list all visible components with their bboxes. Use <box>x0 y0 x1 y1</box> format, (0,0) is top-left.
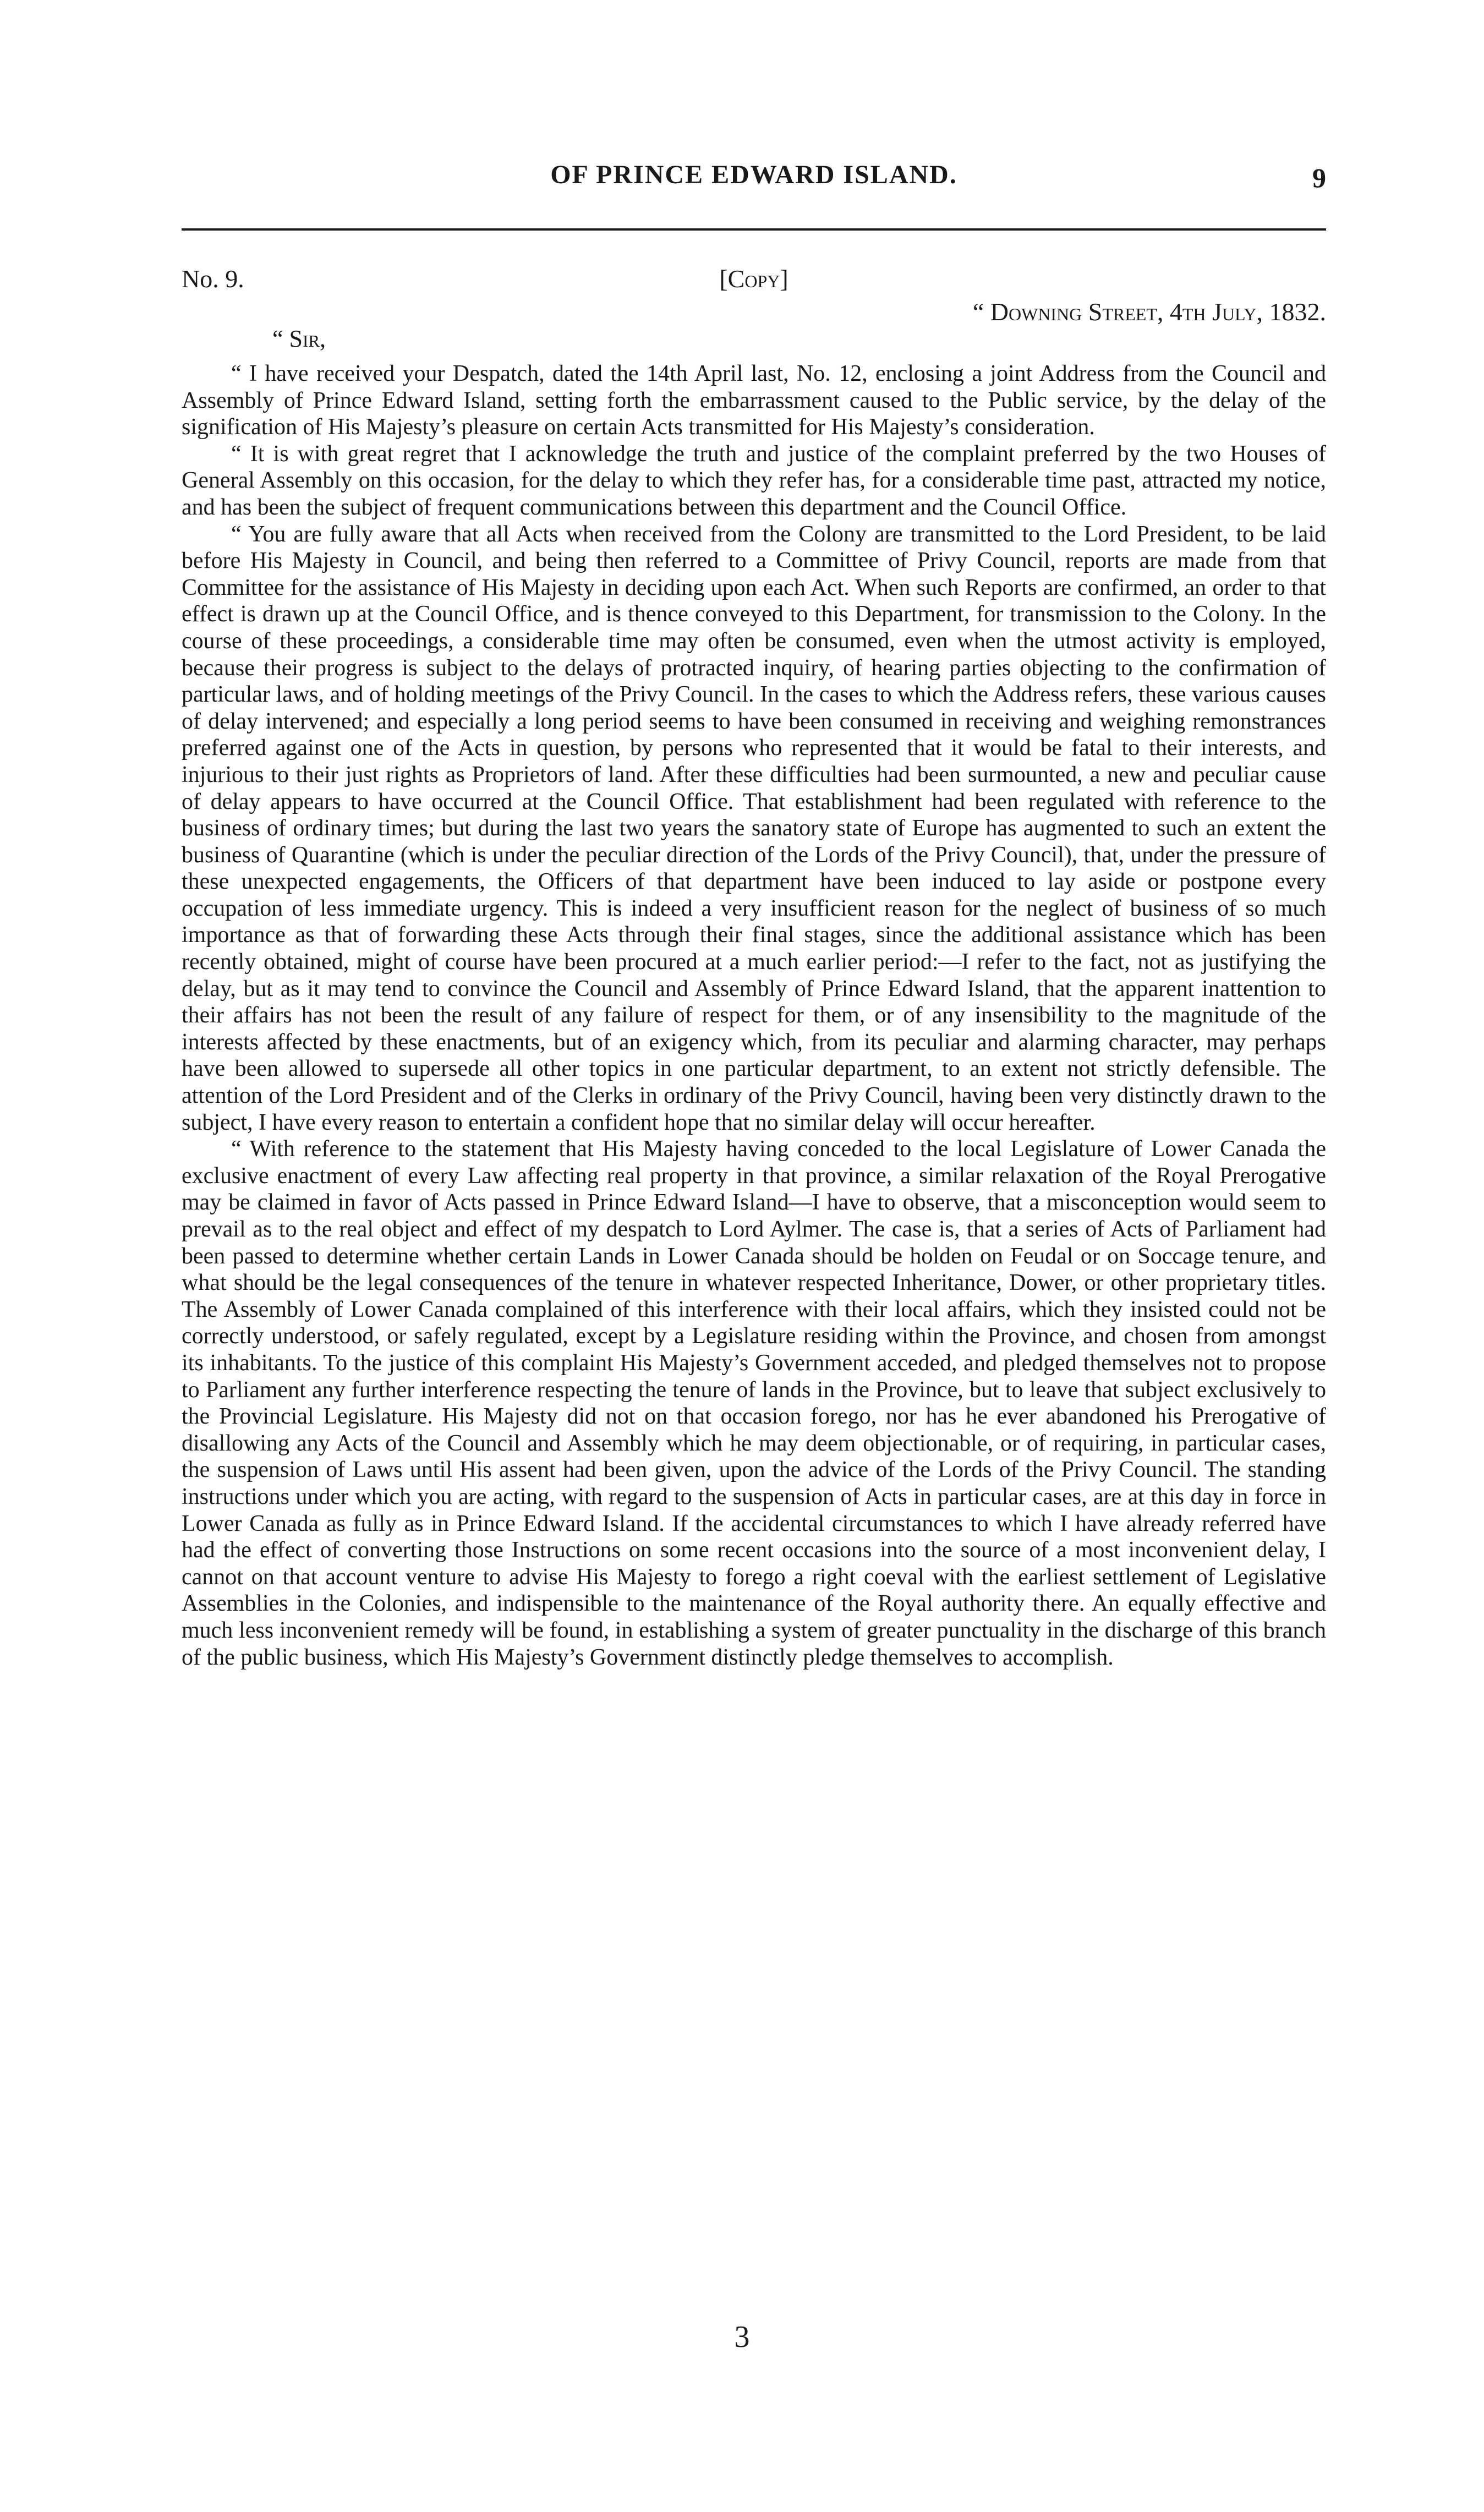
paragraph: “ It is with great regret that I acknowledge the truth and justice of the complaint preferred by the two Houses of General Assembly on this occasion, for the delay to which they refer has, for a considerable time past, attracted my notice, and has been the subject of frequent communications between this department and the Council Office. <box>182 441 1326 520</box>
page-number: 9 <box>1312 162 1326 193</box>
paragraph: “ I have received your Despatch, dated the 14th April last, No. 12, enclosing a joint Address from the Council and Assembly of Prince Edward Island, setting forth the embarrassment caused to the Public service, by the delay of the signification of His Majesty’s pleasure on certain Acts transmitted for His Majesty’s consideration. <box>182 361 1326 440</box>
header-rule <box>182 228 1326 231</box>
copy-label: [Copy] <box>719 265 788 293</box>
place-date: “ Downing Street, 4th July, 1832. <box>972 298 1326 326</box>
running-head <box>182 160 1326 204</box>
salutation: “ Sir, <box>272 325 326 352</box>
document-meta <box>182 264 1326 352</box>
signature-mark: 3 <box>734 2320 750 2354</box>
document-number: No. 9. <box>182 265 244 293</box>
paragraph: “ With reference to the statement that His Majesty having conceded to the local Legislature of Lower Canada the exclusive enactment of every Law affecting real property in that province, a similar relaxation of the Royal Prerogative may be claimed in favor of Acts passed in Prince Edward Island—I have to observe, that a misconception would seem to prevail as to the real object and effect of my despatch to Lord Aylmer. The case is, that a series of Acts of Parliament had been passed to determine whether certain Lands in Lower Canada should be holden on Feudal or on Soccage tenure, and what should be the legal consequences of the tenure in whatever respected Inheritance, Dower, or other proprietary titles. The Assembly of Lower Canada complained of this interference with their local affairs, which they insisted could not be correctly understood, or safely regulated, except by a Legislature residing within the Province, and chosen from amongst its inhabitants. To the justice of this complaint His Majesty’s Government acceded, and pledged themselves not to propose to Parliament any further interference respecting the tenure of lands in the Province, but to leave that subject exclusively to the Provincial Legislature. His Majesty did not on that occasion forego, nor has he ever abandoned his Prerogative of disallowing any Acts of the Council and Assembly which he may deem objectionable, or of requiring, in particular cases, the suspension of Laws until His assent had been given, upon the advice of the Lords of the Privy Council. The standing instructions under which you are acting, with regard to the suspension of Acts in particular cases, are at this day in force in Lower Canada as fully as in Prince Edward Island. If the accidental circumstances to which I have already referred have had the effect of converting those Instructions on some recent occasions into the source of a most inconvenient delay, I cannot on that account venture to advise His Majesty to forego a right coeval with the earliest settlement of Legislative Assemblies in the Colonies, and indispensible to the maintenance of the Royal authority there. An equally effective and much less inconvenient remedy will be found, in establishing a system of greater punctuality in the discharge of this branch of the public business, which His Majesty’s Government distinctly pledge themselves to accomplish. <box>182 1136 1326 1670</box>
running-title: OF PRINCE EDWARD ISLAND. <box>550 160 957 189</box>
letter-body <box>182 360 1326 1671</box>
paragraph: “ You are fully aware that all Acts when received from the Colony are transmitted to the Lord President, to be laid before His Majesty in Council, and being then referred to a Committee of Privy Council, reports are made from that Committee for the assistance of His Majesty in deciding upon each Act. When such Reports are confirmed, an order to that effect is drawn up at the Council Office, and is thence conveyed to this Department, for transmission to the Colony. In the course of these proceedings, a considerable time may often be consumed, even when the utmost activity is employed, because their progress is subject to the delays of protracted inquiry, of hearing parties objecting to the confirmation of particular laws, and of holding meetings of the Privy Council. In the cases to which the Address refers, these various causes of delay intervened; and especially a long period seems to have been consumed in receiving and weighing remonstrances preferred against one of the Acts in question, by persons who represented that it would be fatal to their interests, and injurious to their just rights as Proprietors of land. After these difficulties had been surmounted, a new and peculiar cause of delay appears to have occurred at the Council Office. That establishment had been regulated with reference to the business of ordinary times; but during the last two years the sanatory state of Europe has augmented to such an extent the business of Quarantine (which is under the peculiar direction of the Lords of the Privy Council), that, under the pressure of these unexpected engagements, the Officers of that department have been induced to lay aside or postpone every occupation of less immediate urgency. This is indeed a very insufficient reason for the neglect of business of so much importance as that of forwarding these Acts through their final stages, since the additional assistance which has been recently obtained, might of course have been procured at a much earlier period:—I refer to the fact, not as justifying the delay, but as it may tend to convince the Council and Assembly of Prince Edward Island, that the apparent inattention to their affairs has not been the result of any failure of respect for them, or of any insensibility to the magnitude of the interests affected by these enactments, but of an exigency which, from its peculiar and alarming character, may perhaps have been allowed to supersede all other topics in one particular department, to an extent not strictly defensible. The attention of the Lord President and of the Clerks in ordinary of the Privy Council, having been very distinctly drawn to the subject, I have every reason to entertain a confident hope that no similar delay will occur hereafter. <box>182 521 1326 1135</box>
